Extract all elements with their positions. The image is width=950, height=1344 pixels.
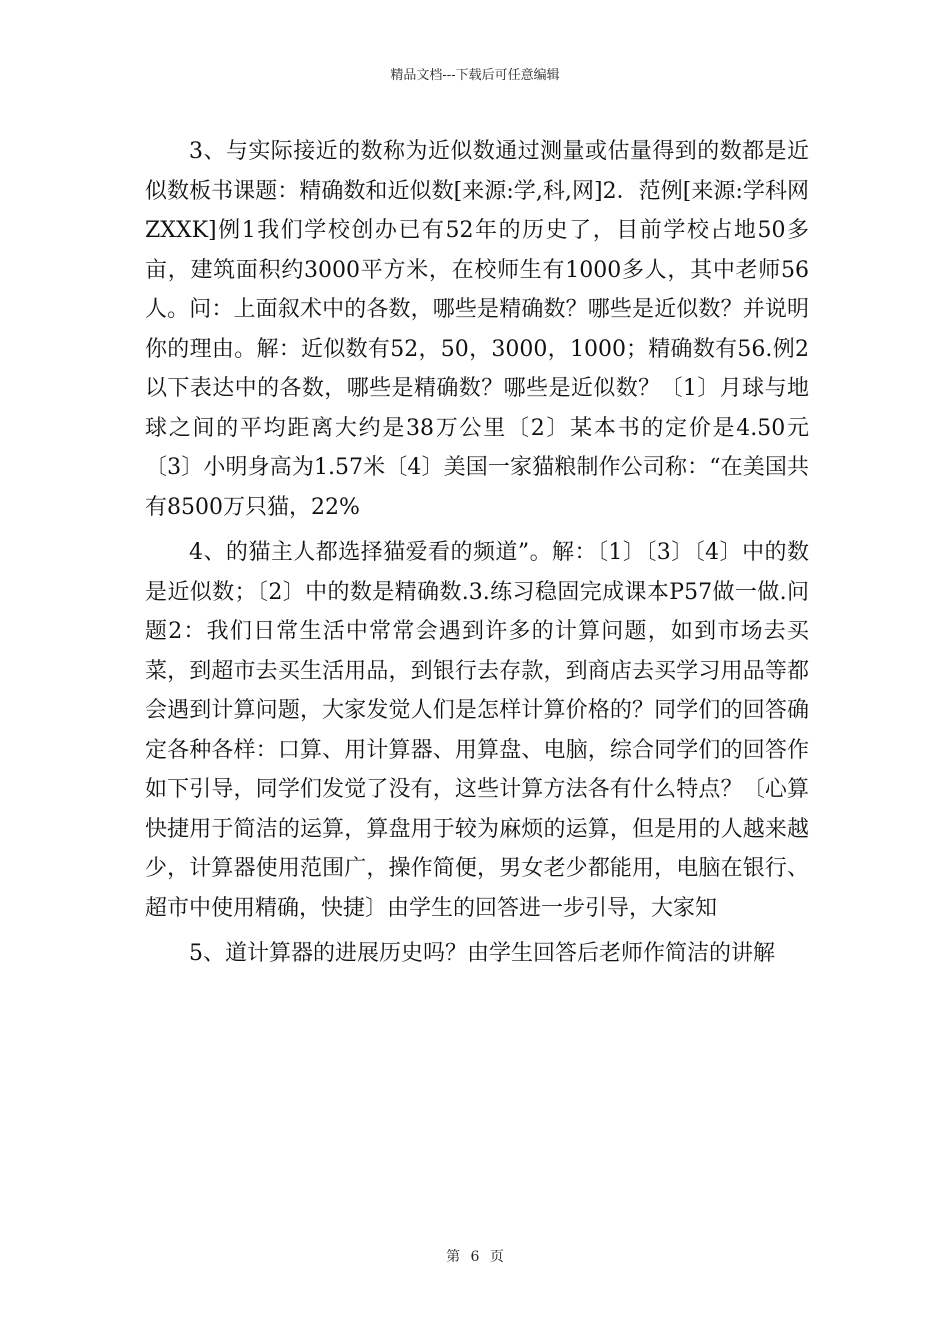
paragraph-4: 4、的猫主人都选择猫爱看的频道”。解：〔1〕〔3〕〔4〕中的数是近似数；〔2〕中的数是精确数.3.练习稳固完成课本P57做一做.问题2：我们日常生活中常常会遇到许多的计算问题，如到市场去买菜，到超市去买生活用品，到银行去存款，到商店去买学习用品等都会遇到计算问题，大家发觉人们是怎样计算价格的？同学们的回答确定各种各样：口算、用计算器、用算盘、电脑，综合同学们的回答作如下引导，同学们发觉了没有，这些计算方法各有什么特点？〔心算快捷用于简洁的运算，算盘用于较为麻烦的运算，但是用的人越来越少，计算器使用范围广，操作简便，男女老少都能用，电脑在银行、超市中使用精确，快捷〕由学生的回答进一步引导，大家知 (145, 540, 809, 921)
page-number: 6 (470, 1249, 480, 1265)
page-header: 精品文档---下载后可任意编辑 (390, 68, 560, 83)
page-number-suffix: 页 (489, 1249, 504, 1265)
page-number-prefix: 第 (446, 1249, 461, 1265)
document-body (145, 132, 809, 974)
paragraph-5: 5、道计算器的进展历史吗？由学生回答后老师作简洁的讲解 (189, 941, 775, 966)
page-footer (0, 1246, 950, 1266)
paragraph-3: 3、与实际接近的数称为近似数通过测量或估量得到的数都是近似数板书课题：精确数和近似数[来源:学,科,网]2．范例[来源:学科网ZXXK]例1我们学校创办已有52年的历史了，目前学校占地50多亩，建筑面积约3000平方米，在校师生有1000多人，其中老师56人。问：上面叙术中的各数，哪些是精确数？哪些是近似数？并说明你的理由。解：近似数有52，50，3000，1000；精确数有56.例2以下表达中的各数，哪些是精确数？哪些是近似数？〔1〕月球与地球之间的平均距离大约是38万公里〔2〕某本书的定价是4.50元〔3〕小明身高为1.57米〔4〕美国一家猫粮制作公司称：“在美国共有8500万只猫，22% (145, 139, 809, 520)
